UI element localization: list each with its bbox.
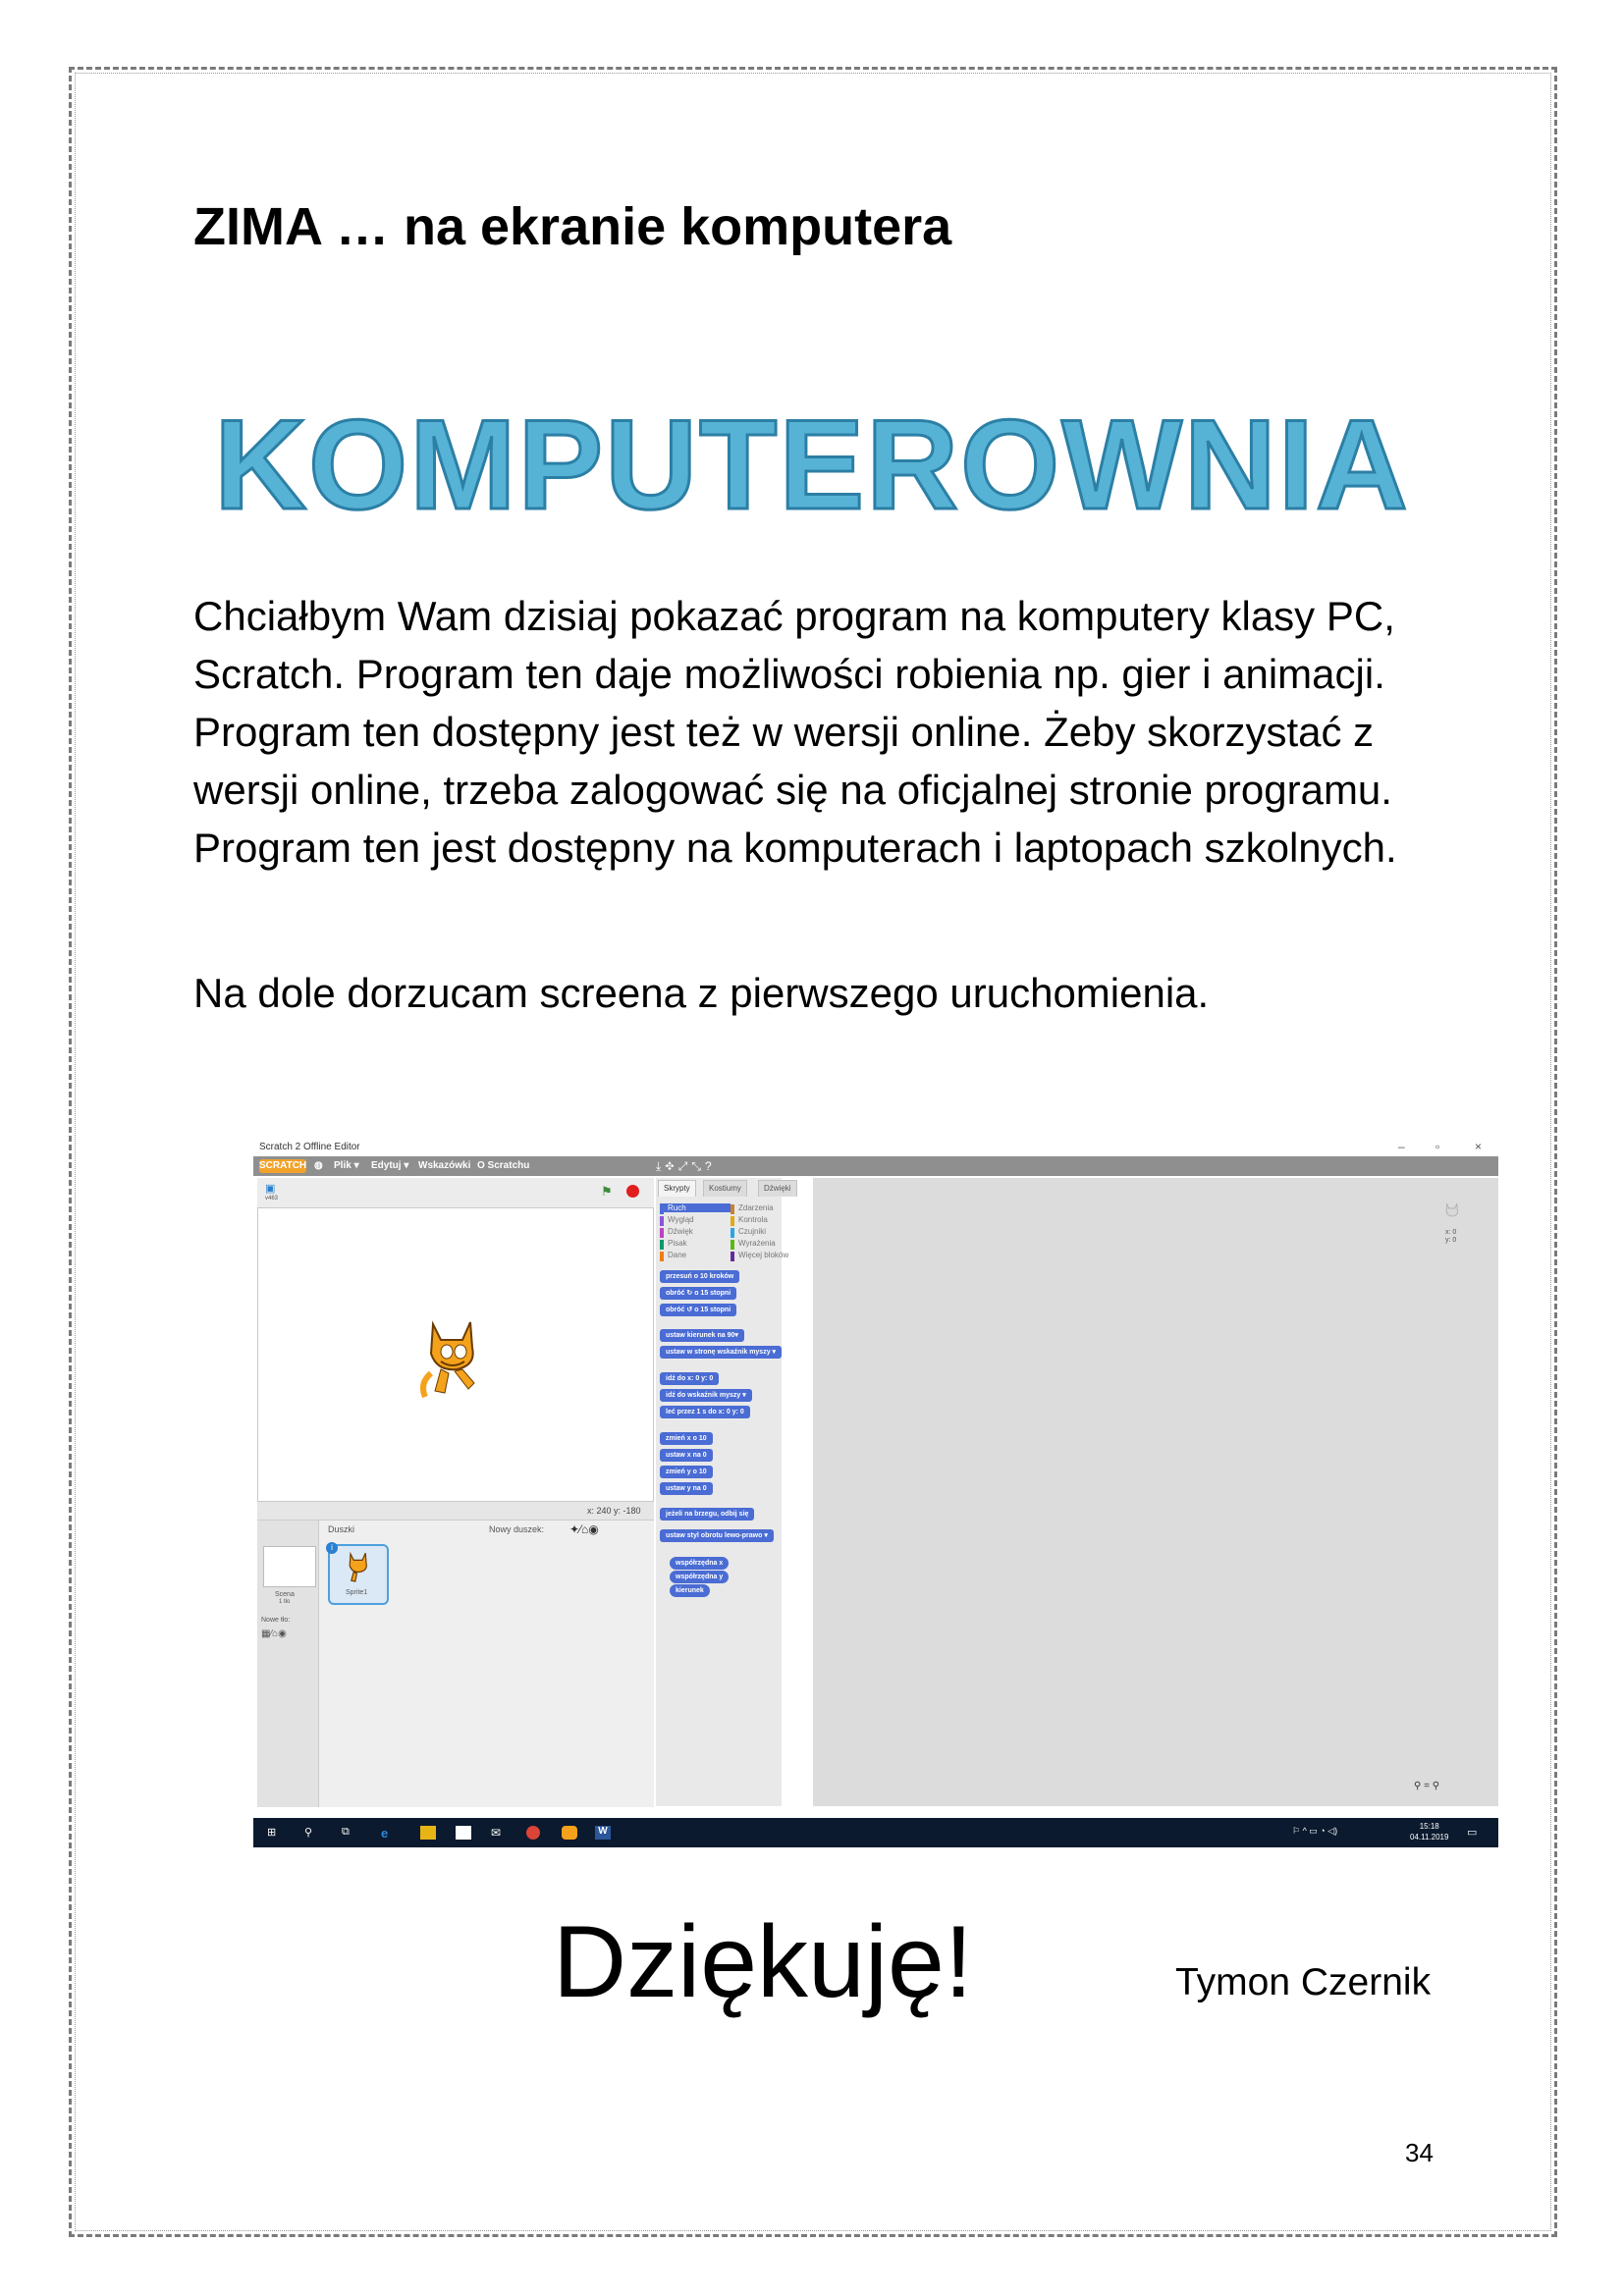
editor-tabs [656, 1178, 833, 1198]
block-bounce[interactable]: jeżeli na brzegu, odbij się [660, 1508, 754, 1521]
clock-time: 15:18 [1419, 1822, 1439, 1831]
tab-scripts[interactable]: Skrypty [658, 1180, 696, 1197]
block-go-to[interactable]: idź do wskaźnik myszy ▾ [660, 1389, 752, 1402]
windows-start-icon[interactable]: ⊞ [267, 1827, 277, 1839]
scene-column [257, 1521, 319, 1807]
clock-date: 04.11.2019 [1410, 1833, 1449, 1842]
block-change-y[interactable]: zmień y o 10 [660, 1466, 713, 1478]
stop-icon[interactable] [626, 1185, 639, 1198]
store-icon[interactable] [456, 1826, 471, 1840]
scratch-screenshot [253, 1139, 1498, 1847]
scene-sub: 1 tło [279, 1599, 291, 1605]
menu-bar [253, 1156, 1498, 1176]
window-title: Scratch 2 Offline Editor [259, 1142, 360, 1152]
green-flag-icon[interactable]: ⚑ [601, 1184, 613, 1199]
cat-sprite-icon[interactable] [413, 1314, 492, 1403]
sprites-panel [257, 1520, 654, 1807]
category-data[interactable]: Dane [660, 1251, 686, 1259]
category-events[interactable]: Zdarzenia [731, 1203, 774, 1212]
category-control[interactable]: Kontrola [731, 1215, 768, 1224]
reporter-x-position[interactable]: współrzędna x [670, 1557, 729, 1570]
tab-costumes[interactable]: Kostiumy [703, 1180, 747, 1197]
block-rotation-style[interactable]: ustaw styl obrotu lewo-prawo ▾ [660, 1529, 774, 1542]
scratch-logo: SCRATCH [259, 1160, 307, 1171]
new-sprite-label: Nowy duszek: [489, 1524, 545, 1534]
category-pen[interactable]: Pisak [660, 1239, 687, 1248]
maximize-icon[interactable]: ▫ [1435, 1140, 1440, 1153]
category-sound[interactable]: Dźwięk [660, 1227, 693, 1236]
thanks-text: Dziękuję! [553, 1905, 973, 2019]
info-icon[interactable]: i [326, 1542, 338, 1554]
block-move[interactable]: przesuń o 10 kroków [660, 1270, 739, 1283]
block-point-direction[interactable]: ustaw kierunek na 90▾ [660, 1329, 744, 1342]
category-sensing[interactable]: Czujniki [731, 1227, 766, 1236]
block-glide[interactable]: leć przez 1 s do x: 0 y: 0 [660, 1406, 750, 1418]
stage-canvas[interactable] [257, 1207, 654, 1502]
sprite-x-info: x: 0 [1445, 1229, 1457, 1236]
zoom-controls-icon[interactable]: ⚲ = ⚲ [1414, 1781, 1440, 1791]
block-turn-right[interactable]: obróć ↻ o 15 stopni [660, 1287, 736, 1300]
stage-coords: x: 240 y: -180 [587, 1506, 641, 1516]
author-name: Tymon Czernik [1175, 1961, 1432, 2003]
task-view-icon[interactable]: ⧉ [342, 1826, 350, 1838]
folder-icon[interactable] [420, 1826, 436, 1840]
block-go-to-xy[interactable]: idź do x: 0 y: 0 [660, 1372, 719, 1385]
taskbar-clock[interactable] [1410, 1821, 1448, 1842]
tab-sounds[interactable]: Dźwięki [758, 1180, 797, 1197]
version-label: v463 [265, 1196, 279, 1201]
stage-area [257, 1178, 654, 1806]
close-icon[interactable]: × [1475, 1140, 1483, 1153]
stage-header [257, 1178, 654, 1207]
intro-paragraph: Chciałbym Wam dzisiaj pokazać program na komputery klasy PC, Scratch. Program ten daje możliwości robienia np. gier i animacji. Program ten dostępny jest też w wersji online. Żeby skorzystać z wersji online, trzeba zalogować się na oficjalnej stronie programu. Program ten jest dostępny na komputerach i laptopach szkolnych. [193, 593, 1397, 871]
block-point-towards[interactable]: ustaw w stronę wskaźnik myszy ▾ [660, 1346, 782, 1359]
menu-tips[interactable]: Wskazówki [418, 1160, 471, 1171]
page-title: ZIMA … na ekranie komputera [193, 197, 952, 256]
menu-about[interactable]: O Scratchu [477, 1160, 530, 1171]
new-sprite-tools-icon[interactable]: ✦⁄⌂◉ [569, 1522, 599, 1536]
cat-thumb-icon [342, 1550, 375, 1585]
block-change-x[interactable]: zmień x o 10 [660, 1432, 713, 1445]
banner-heading [0, 393, 1624, 540]
block-palette [656, 1178, 791, 1806]
new-backdrop-label: Nowe tło: [261, 1617, 291, 1624]
page-number: 34 [1405, 2138, 1434, 2167]
screenshot-note: Na dole dorzucam screena z pierwszego uruchomienia. [193, 970, 1210, 1016]
category-operators[interactable]: Wyrażenia [731, 1239, 776, 1248]
sprite-y-info: y: 0 [1445, 1237, 1457, 1244]
block-set-x[interactable]: ustaw x na 0 [660, 1449, 713, 1462]
menu-file[interactable]: Plik ▾ [334, 1160, 359, 1171]
edge-icon[interactable]: e [381, 1826, 389, 1841]
banner-text: KOMPUTEROWNIA [214, 393, 1410, 536]
toolbar-icons[interactable]: ⤓✥⤢⤡? [656, 1159, 716, 1173]
scene-label: Scena [275, 1591, 295, 1598]
scene-thumbnail[interactable] [263, 1546, 316, 1587]
backdrop-tools-icon[interactable]: ▦⁄⌂◉ [261, 1629, 287, 1639]
sprite-corner-icon [1441, 1201, 1463, 1225]
chrome-icon[interactable] [526, 1826, 540, 1840]
sprite-name: Sprite1 [346, 1589, 368, 1596]
sprites-label: Duszki [328, 1524, 355, 1534]
tray-icons[interactable]: ⚐ ^ ▭ ◔ ◁) [1292, 1826, 1338, 1836]
word-icon[interactable]: W [595, 1826, 611, 1840]
globe-icon[interactable]: ◍ [314, 1160, 323, 1171]
block-set-y[interactable]: ustaw y na 0 [660, 1482, 713, 1495]
reporter-direction[interactable]: kierunek [670, 1584, 710, 1597]
sprite-thumbnail[interactable] [328, 1544, 389, 1605]
notifications-icon[interactable]: ▭ [1467, 1827, 1478, 1839]
category-motion[interactable]: Ruch [660, 1203, 731, 1212]
scripts-area[interactable] [813, 1178, 1498, 1806]
block-turn-left[interactable]: obróć ↺ o 15 stopni [660, 1304, 736, 1316]
mail-icon[interactable]: ✉ [491, 1826, 502, 1840]
scratch-taskbar-icon[interactable] [562, 1826, 577, 1840]
minimize-icon[interactable]: – [1398, 1140, 1405, 1153]
category-looks[interactable]: Wygląd [660, 1215, 694, 1224]
fullscreen-icon[interactable]: ▣ [265, 1183, 276, 1195]
category-more-blocks[interactable]: Więcej bloków [731, 1251, 788, 1259]
windows-taskbar [253, 1818, 1498, 1847]
window-titlebar [253, 1139, 1498, 1156]
menu-edit[interactable]: Edytuj ▾ [371, 1160, 409, 1171]
reporter-y-position[interactable]: współrzędna y [670, 1571, 729, 1583]
search-icon[interactable]: ⚲ [304, 1827, 313, 1839]
